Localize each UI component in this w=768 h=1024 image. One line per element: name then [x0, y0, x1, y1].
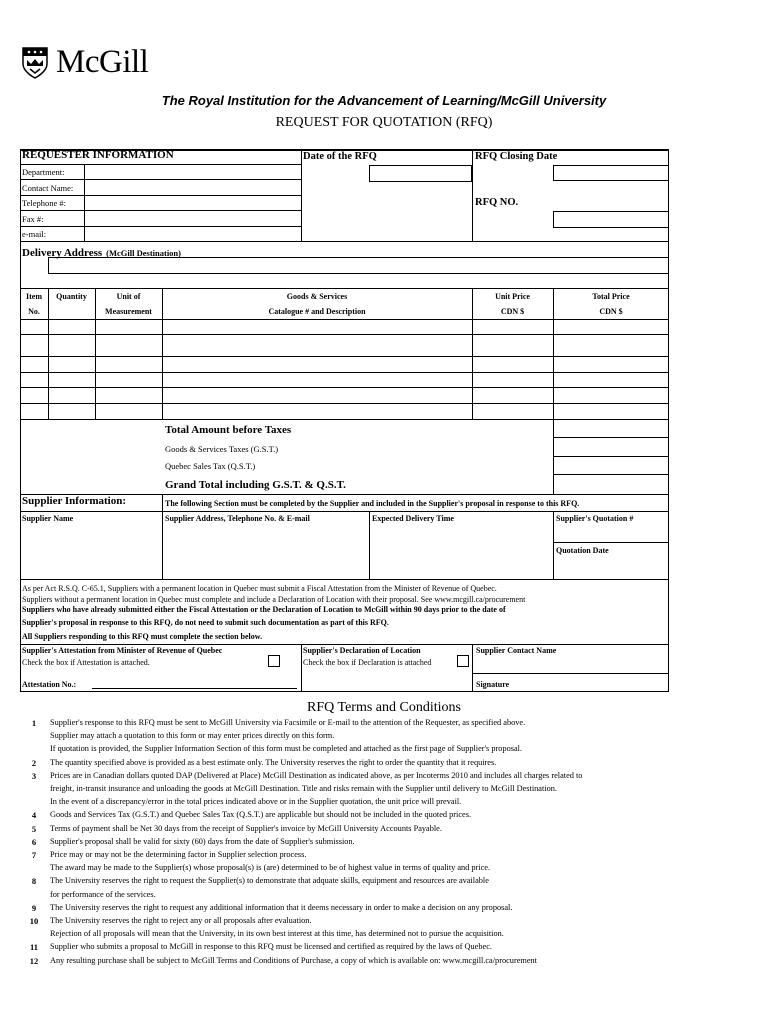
rfq-date-input[interactable]: [369, 165, 472, 182]
term-text: for performance of the services.: [50, 889, 156, 899]
email-label: e-mail:: [22, 229, 47, 239]
quotation-number-label: Supplier's Quotation #: [556, 514, 634, 523]
term-text: Supplier's proposal shall be valid for sixty (60) days from the date of Supplier's submission.: [50, 836, 355, 846]
supplier-heading: Supplier Information:: [22, 495, 127, 507]
signature-label: Signature: [476, 680, 510, 689]
delivery-address-label: Delivery Address (McGill Destination): [22, 247, 181, 259]
col-goods: Goods & Services Catalogue # and Description: [268, 292, 366, 316]
attestation-number-label: Attestation No.:: [22, 680, 77, 689]
rfq-number-input[interactable]: [553, 211, 669, 228]
term-number: 9: [31, 902, 37, 913]
attestation-label: Supplier's Attestation from Minister of Revenue of Quebec: [22, 646, 223, 655]
col-item: Item No.: [26, 292, 42, 316]
grand-total-label: Grand Total including G.S.T. & Q.S.T.: [165, 479, 346, 491]
term-text: The University reserves the right to reject any or all proposals after evaluation.: [50, 916, 312, 925]
requester-heading: REQUESTER INFORMATION: [22, 149, 174, 161]
terms-title: RFQ Terms and Conditions: [307, 700, 461, 715]
supplier-contact-field[interactable]: [474, 657, 667, 672]
term-number: 6: [31, 836, 37, 847]
term-number: 4: [31, 810, 37, 821]
qst-field[interactable]: [554, 457, 668, 473]
term-text: In the event of a discrepancy/error in the total prices indicated above or in the Supplier quotation, the unit price will prevail.: [50, 797, 462, 807]
rfq-date-label: Date of the RFQ: [303, 151, 377, 162]
supplier-name-label: Supplier Name: [22, 514, 74, 523]
rfq-number-label: RFQ NO.: [475, 197, 519, 208]
term-text: freight, in-transit insurance and unloading the goods at McGill Destination. Title and risks remain with the Supplier until delivery to McGill Destination.: [50, 784, 557, 793]
term-text: Any resulting purchase shall be subject to McGill Terms and Conditions of Purchase, a copy of which is available on: www.mcgill.ca/procurement: [50, 955, 537, 965]
col-quantity: Quantity: [56, 292, 87, 301]
term-text: Rejection of all proposals will mean that the University, in its own best interest at this time, has determined not to pursue the acquisition.: [50, 929, 504, 939]
term-text: Price may or may not be the determining factor in Supplier selection process.: [50, 850, 307, 859]
institution-subtitle: The Royal Institution for the Advancement of Learning/McGill University: [161, 93, 607, 108]
term-text: Terms of payment shall be Net 30 days from the receipt of Supplier's invoice by McGill University Accounts Payable.: [50, 823, 442, 833]
attestation-line-4: Supplier's proposal in response to this RFQ, do not need to submit such documentation as part of this RFQ.: [22, 618, 389, 627]
attestation-checkbox[interactable]: [268, 655, 280, 667]
items-table-body[interactable]: [21, 320, 668, 419]
delivery-time-label: Expected Delivery Time: [372, 514, 454, 523]
rfq-closing-date-input[interactable]: [553, 165, 669, 181]
page-title: REQUEST FOR QUOTATION (RFQ): [275, 115, 493, 130]
term-text: Supplier who submits a proposal to McGill in response to this RFQ must be licensed and certified as required by the laws of Quebec.: [50, 942, 492, 952]
col-unit: Unit of Measurement: [105, 292, 152, 316]
contact-name-label: Supplier Contact Name: [476, 646, 557, 655]
delivery-time-field[interactable]: [370, 525, 552, 578]
attestation-line-2: Suppliers without a permanent location in Quebec must complete and include a Declaration of Location with their proposal. See www.mcgill.ca/procurement: [22, 595, 526, 604]
total-before-taxes-label: Total Amount before Taxes: [165, 424, 292, 436]
logo-wordmark: McGill: [56, 44, 149, 80]
col-unit-price: Unit Price CDN $: [495, 292, 530, 316]
supplier-instruction: The following Section must be completed by the Supplier and included in the Supplier's proposal in response to this RFQ.: [165, 499, 580, 508]
quotation-date-label: Quotation Date: [556, 546, 609, 555]
term-number: 8: [31, 876, 37, 887]
term-number: 3: [31, 770, 37, 781]
term-number: 11: [29, 942, 39, 953]
total-before-taxes-field[interactable]: [554, 420, 668, 436]
attestation-line-3: Suppliers who have already submitted either the Fiscal Attestation or the Declaration of Location to McGill within 90 days prior to the date of: [22, 605, 506, 614]
gst-label: Goods & Services Taxes (G.S.T.): [165, 444, 279, 454]
telephone-label: Telephone #:: [22, 198, 67, 208]
term-number: 7: [31, 850, 37, 860]
term-text: The University reserves the right to request the Supplier(s) to demonstrate that adquate skills, equipment and resources are available: [50, 876, 489, 886]
department-label: Department:: [22, 167, 65, 177]
quotation-number-field[interactable]: [554, 525, 668, 541]
term-text: The award may be made to the Supplier(s) whose proposal(s) is (are) determined to be of highest value in terms of quality and price.: [50, 863, 491, 873]
department-field[interactable]: [85, 165, 300, 179]
declaration-check-label: Check the box if Declaration is attached: [303, 658, 432, 667]
supplier-address-label: Supplier Address, Telephone No. & E-mail: [165, 514, 310, 523]
declaration-checkbox[interactable]: [457, 655, 469, 667]
term-number: 2: [31, 757, 37, 768]
supplier-address-field[interactable]: [163, 525, 368, 578]
term-text: Supplier may attach a quotation to this form or may enter prices directly on this form.: [50, 731, 335, 741]
rfq-closing-date-label: RFQ Closing Date: [475, 151, 558, 162]
shield-icon: [22, 47, 48, 79]
term-number: 5: [31, 823, 37, 834]
email-field[interactable]: [85, 227, 300, 241]
gst-field[interactable]: [554, 438, 668, 455]
telephone-field[interactable]: [85, 196, 300, 210]
term-text: The quantity specified above is provided as a best estimate only. The University reserves the right to order the quantity that it requires.: [50, 757, 497, 767]
term-text: Supplier's response to this RFQ must be sent to McGill University via Facsimile or E-mail to the attention of the Requester, as specified above.: [50, 718, 526, 727]
attestation-line-5: All Suppliers responding to this RFQ must complete the section below.: [22, 632, 263, 641]
declaration-label: Supplier's Declaration of Location: [303, 646, 421, 655]
col-total-price: Total Price CDN $: [592, 292, 630, 316]
contact-name-label: Contact Name:: [22, 183, 74, 193]
mcgill-logo: [22, 44, 148, 81]
fax-label: Fax #:: [22, 214, 44, 224]
quotation-date-field[interactable]: [554, 558, 668, 578]
term-text: Goods and Services Tax (G.S.T.) and Quebec Sales Tax (Q.S.T.) are applicable but should not be included in the quoted prices.: [50, 810, 472, 820]
contact-name-field[interactable]: [85, 180, 300, 194]
grand-total-field[interactable]: [554, 475, 668, 493]
qst-label: Quebec Sales Tax (Q.S.T.): [165, 461, 256, 471]
attestation-line-1: As per Act R.S.Q. C-65.1, Suppliers with a permanent location in Quebec must submit a Fiscal Attestation from the Minister of Revenue of Quebec.: [22, 584, 497, 593]
term-number: 10: [29, 916, 39, 926]
fax-field[interactable]: [85, 211, 300, 225]
term-number: 12: [29, 955, 39, 966]
term-text: If quotation is provided, the Supplier Information Section of this form must be completed and attached as the first page of Supplier's proposal.: [50, 744, 523, 754]
term-text: The University reserves the right to request any additional information that it deems necessary in order to make a decision on any proposal.: [50, 902, 513, 912]
attestation-check-label: Check the box if Attestation is attached.: [22, 658, 150, 667]
supplier-name-field[interactable]: [21, 525, 161, 578]
signature-field[interactable]: [530, 675, 667, 690]
term-text: Prices are in Canadian dollars quoted DAP (Delivered at Place) McGill Destination as indicated above, as per Incoterms 2010 and includes all charges related to: [50, 770, 583, 780]
attestation-number-field[interactable]: [92, 675, 297, 688]
term-number: 1: [31, 718, 37, 728]
